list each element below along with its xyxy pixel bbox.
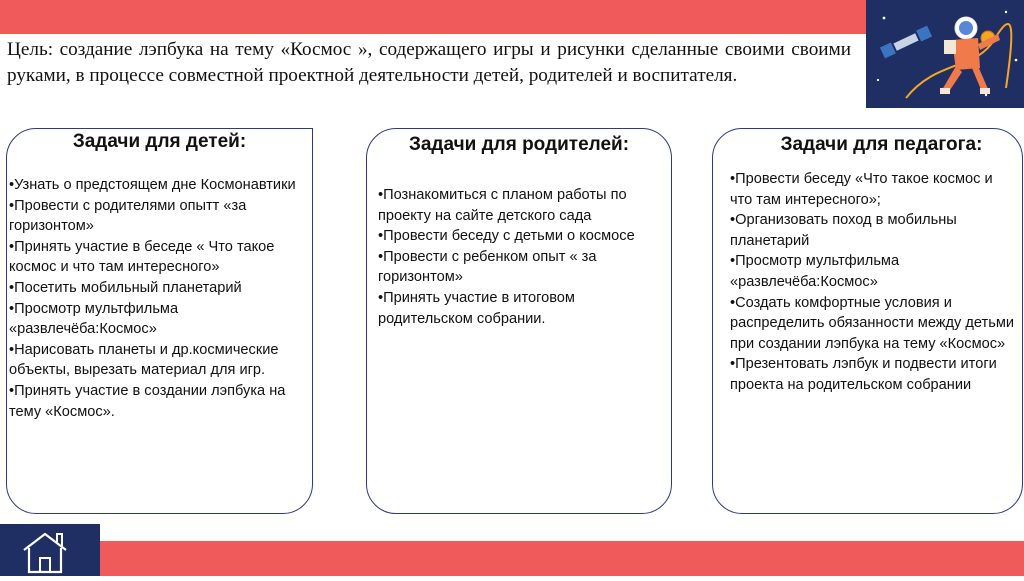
list-item: • Просмотр мультфильма «развлечёба:Космос» (9, 299, 305, 340)
list-item: • Принять участие в создании лэпбука на тему «Космос». (9, 381, 305, 422)
top-accent-bar (0, 0, 866, 34)
children-tasks-title: Задачи для детей: (72, 131, 247, 152)
list-item: • Создать комфортные условия и распределить обязанности между детьми при создании лэпбука на тему «Космос» (730, 293, 1016, 355)
goal-text: Цель: создание лэпбука на тему «Космос », содержащего игры и рисунки сделанные своими своими руками, в процессе совместной проектной деятельности детей, родителей и воспитателя. (7, 39, 851, 86)
list-item: • Провести с родителями опытт «за горизонтом» (9, 196, 305, 237)
children-tasks-card (6, 128, 313, 514)
list-item: • Принять участие в беседе « Что такое космос и что там интересного» (9, 237, 305, 278)
teacher-tasks-title: Задачи для педагога: (780, 134, 983, 155)
astronaut-panel (866, 0, 1024, 108)
list-item: • Посетить мобильный планетарий (9, 278, 305, 299)
list-item: • Организовать поход в мобильны планетарий (730, 210, 1016, 251)
teacher-tasks-list (730, 169, 1016, 396)
home-button[interactable] (0, 524, 100, 576)
list-item: • Провести беседу с детьми о космосе (378, 226, 666, 247)
list-item: • Нарисовать планеты и др.космические объекты, вырезать материал для игр. (9, 340, 305, 381)
bottom-accent-bar (100, 541, 1024, 576)
parents-tasks-title: Задачи для родителей: (408, 134, 630, 155)
astronaut-illustration (866, 0, 1024, 108)
teacher-tasks-card (712, 128, 1023, 514)
home-icon (0, 524, 100, 576)
children-tasks-list (9, 175, 305, 422)
list-item: • Провести с ребенком опыт « за горизонтом» (378, 247, 666, 288)
list-item: • Провести беседу «Что такое космос и что там интересного»; (730, 169, 1016, 210)
list-item: • Познакомиться с планом работы по проекту на сайте детского сада (378, 185, 666, 226)
list-item: • Просмотр мультфильма «развлечёба:Космос» (730, 251, 1016, 292)
parents-tasks-card (366, 128, 672, 514)
list-item: • Презентовать лэпбук и подвести итоги проекта на родительском собрании (730, 354, 1016, 395)
list-item: • Узнать о предстоящем дне Космонавтики (9, 175, 305, 196)
parents-tasks-list (378, 185, 666, 329)
list-item: • Принять участие в итоговом родительском собрании. (378, 288, 666, 329)
